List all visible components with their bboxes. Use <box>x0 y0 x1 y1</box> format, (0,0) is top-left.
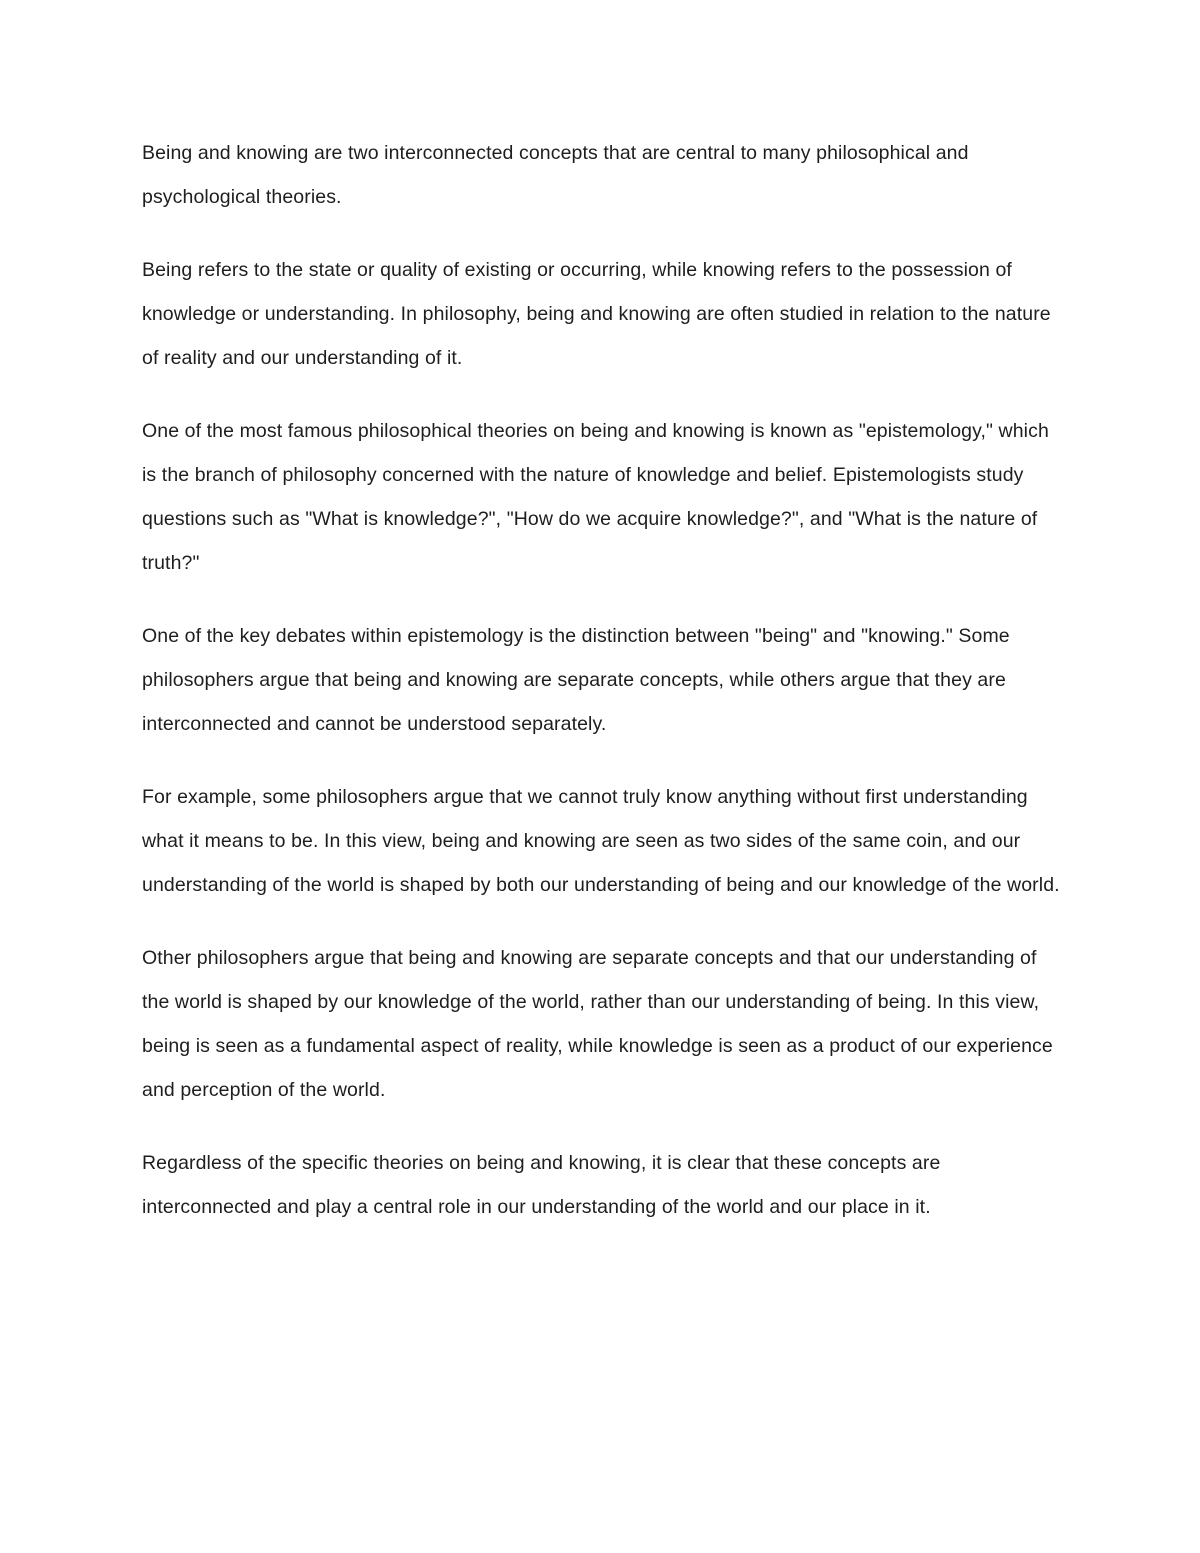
paragraph-4: One of the key debates within epistemology is the distinction between "being" and "knowing." Some philosophers argue that being and knowing are separate concepts, while others argue that they are interconnected and cannot be understood separately. <box>142 625 1010 735</box>
paragraph-1: Being and knowing are two interconnected concepts that are central to many philosophical and psychological theories. <box>142 142 969 208</box>
paragraph-3: One of the most famous philosophical theories on being and knowing is known as "epistemology," which is the branch of philosophy concerned with the nature of knowledge and belief. Epistemologists study questions such as "What is knowledge?", "How do we acquire knowledge?", and "What is the nature of truth?" <box>142 420 1049 574</box>
document-body <box>142 131 1062 1258</box>
paragraph-5: For example, some philosophers argue that we cannot truly know anything without first understanding what it means to be. In this view, being and knowing are seen as two sides of the same coin, and our understanding of the world is shaped by both our understanding of being and our knowledge of the world. <box>142 786 1060 896</box>
paragraph-2: Being refers to the state or quality of existing or occurring, while knowing refers to the possession of knowledge or understanding. In philosophy, being and knowing are often studied in relation to the nature of reality and our understanding of it. <box>142 259 1051 369</box>
paragraph-6: Other philosophers argue that being and knowing are separate concepts and that our understanding of the world is shaped by our knowledge of the world, rather than our understanding of being. In this view, being is seen as a fundamental aspect of reality, while knowledge is seen as a product of our experience and perception of the world. <box>142 947 1053 1101</box>
paragraph-7: Regardless of the specific theories on being and knowing, it is clear that these concepts are interconnected and play a central role in our understanding of the world and our place in it. <box>142 1152 941 1218</box>
